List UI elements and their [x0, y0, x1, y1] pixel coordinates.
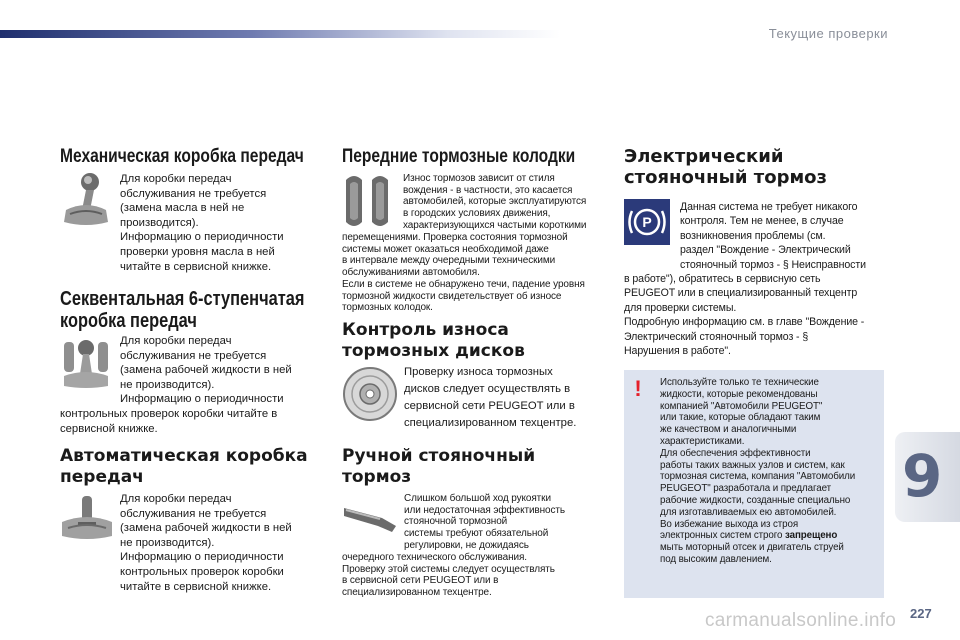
brake-discs-heading: Контроль износа тормозных дисков	[342, 320, 525, 361]
forbidden-emphasis: запрещено	[784, 530, 838, 542]
parking-brake-icon	[624, 199, 670, 245]
handbrake-text: Слишком большой ход рукоятки или недостаточная эффективность стояночной тормозной системы требуют обязательной регулировки, не дожидаясь	[404, 493, 566, 551]
handbrake-heading: Ручной стояночный тормоз	[342, 446, 536, 487]
brake-discs-text: Проверку износа тормозных дисков следует осуществлять в сервисной сети PEUGEOT или в специализированном техцентре.	[404, 366, 577, 429]
automatic-gearbox-heading: Автоматическая коробка передач	[60, 446, 308, 487]
brake-pads-text-tail: перемещениями. Проверка состояния тормозной системы может оказаться необходимой даже в интервале между очередными техническими обслуживаниями автомобиля. Если в системе не обнаружено течи, падение уровня тормозной жидкости свидетельствует об износе тормозных колодок.	[342, 232, 585, 314]
sequential-gear-lever-icon	[60, 334, 112, 390]
header-bar	[0, 30, 560, 38]
sequential-gearbox-text-tail: контрольных проверок коробки читайте в сервисной книжке.	[60, 408, 278, 435]
brake-pads-heading: Передние тормозные колодки	[342, 146, 576, 167]
automatic-gear-lever-icon	[60, 492, 114, 544]
manual-gear-lever-icon	[60, 170, 112, 226]
manual-gearbox-text: Для коробки передач обслуживания не требуется (замена масла в ней не производится). Информацию о периодичности проверки уровня масла в ней читайте в сервисной книжке.	[120, 173, 284, 273]
brake-pads-text: Износ тормозов зависит от стиля вождения - в частности, это касается автомобилей, которые эксплуатируются в городских условиях движения, характеризующихся частыми короткими	[403, 173, 587, 231]
watermark: carmanualsonline.info	[705, 610, 897, 631]
handbrake-text-tail: очередного технического обслуживания. Проверку этой системы следует осуществлять в сервисной сети PEUGEOT или в специализированном техцентре.	[342, 552, 555, 599]
handbrake-lever-icon	[342, 500, 400, 534]
warning-exclamation-icon: !	[634, 376, 642, 401]
sequential-gearbox-text: Для коробки передач обслуживания не требуется (замена рабочей жидкости в ней не производится). Информацию о периодичности	[120, 335, 292, 406]
sequential-gearbox-heading: Секвентальная 6-ступенчатая коробка передач	[60, 288, 305, 332]
automatic-gearbox-text: Для коробки передач обслуживания не требуется (замена рабочей жидкости в ней не производится). Информацию о периодичности контрольных проверок коробки читайте в сервисной книжке.	[120, 493, 292, 593]
header-title: Текущие проверки	[768, 26, 888, 41]
chapter-number: 9	[902, 442, 943, 510]
electric-parking-brake-text-tail: в работе"), обратитесь в сервисную сеть PEUGEOT или в специализированный техцентр для проверки системы. Подробную информацию см. в главе "Вождение - Электрический стояночный тормоз - § Нарушения в работе".	[624, 273, 865, 358]
svg-text:P: P	[642, 214, 652, 230]
page-number: 227	[910, 606, 932, 621]
manual-gearbox-heading: Механическая коробка передач	[60, 146, 304, 167]
brake-pads-icon	[340, 170, 398, 232]
brake-disc-icon	[342, 364, 398, 424]
electric-parking-brake-heading: Электрический стояночный тормоз	[624, 146, 828, 188]
fluids-note-text: Используйте только те технические жидкости, которые рекомендованы компанией "Автомобили PEUGEOT" или такие, которые обладают таким же качеством и аналогичными характеристиками. Для обеспечения эффективности работы таких важных узлов и систем, как тормозная система, компания "Автомобили PEUGEOT" разработала и предлагает рабочие жидкости, созданные специально для изготавливаемых ею автомобилей. Во избежание выхода из строя электронных систем строго запрещено мыть моторный отсек и двигатель струей под высоким давлением.	[660, 377, 856, 565]
electric-parking-brake-text: Данная система не требует никакого контроля. Тем не менее, в случае возникновения проблемы (см. раздел "Вождение - Электрический стояночный тормоз - § Неисправности	[680, 201, 866, 271]
